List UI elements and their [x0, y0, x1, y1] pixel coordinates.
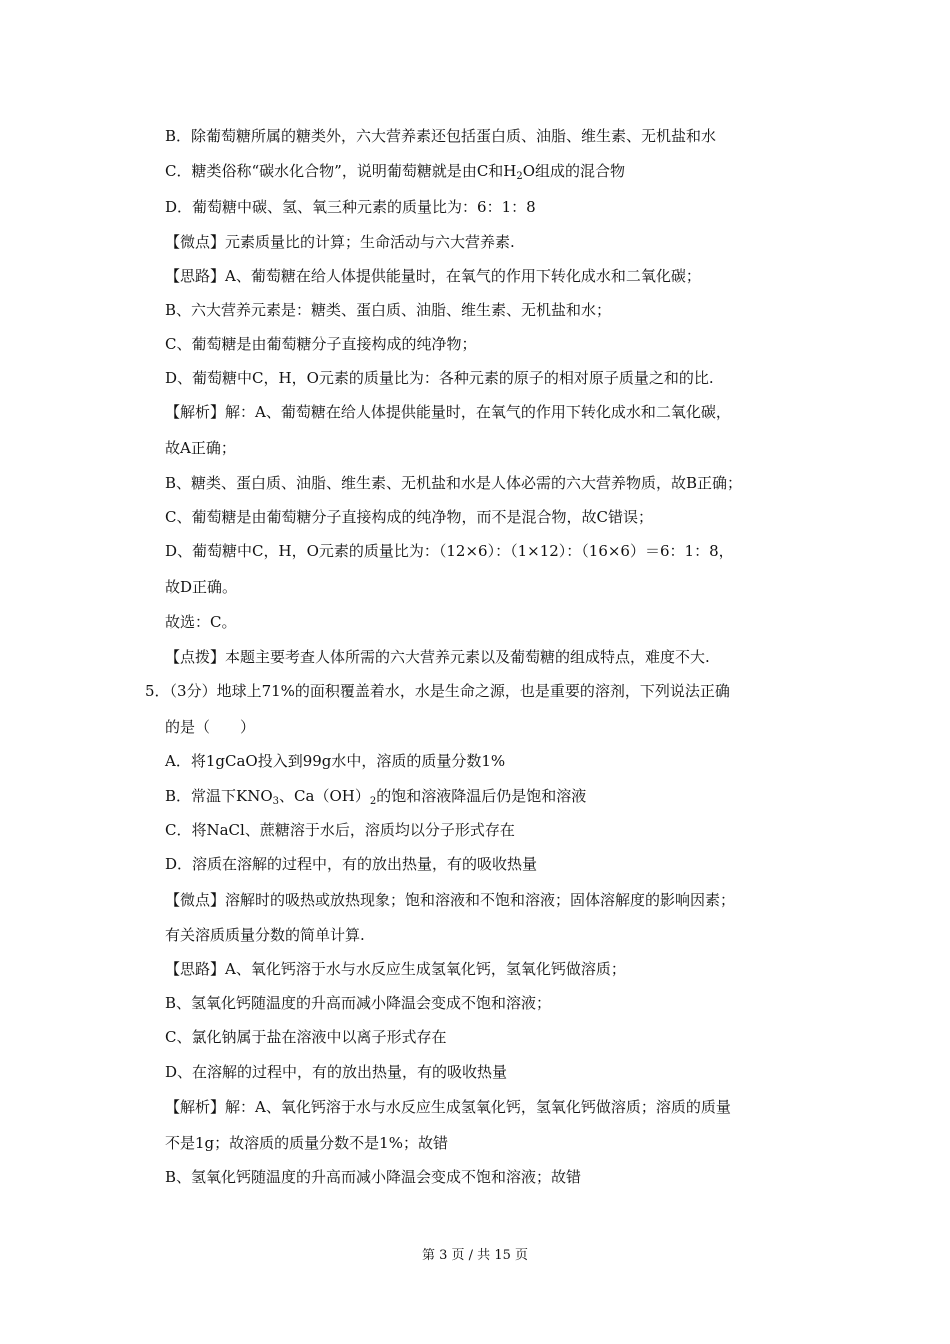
- q4-jiexi-line: 故选：C。: [165, 613, 237, 631]
- page-footer: 第 3 页 / 共 15 页: [422, 1248, 528, 1263]
- q4-jiexi-line: B、糖类、蛋白质、油脂、维生素、无机盐和水是人体必需的六大营养物质，故B正确；: [165, 474, 743, 492]
- q5-jiexi-line: 不是1g；故溶质的质量分数不是1%；故错: [165, 1134, 448, 1152]
- q5-silu-line: C、氯化钠属于盐在溶液中以离子形式存在: [165, 1028, 447, 1046]
- q4-jiexi-line: 故A正确；: [165, 439, 236, 457]
- q4-dianbo: 【点拨】本题主要考查人体所需的六大营养元素以及葡萄糖的组成特点，难度不大.: [165, 648, 710, 666]
- q5-silu-line: 【思路】A、氧化钙溶于水与水反应生成氢氧化钙，氢氧化钙做溶质；: [165, 960, 626, 978]
- q5-option-c: C．将NaCl、蔗糖溶于水后，溶质均以分子形式存在: [165, 821, 515, 839]
- q5-option-d: D．溶质在溶解的过程中，有的放出热量，有的吸收热量: [165, 855, 538, 873]
- q4-jiexi-line: 【解析】解：A、葡萄糖在给人体提供能量时，在氧气的作用下转化成水和二氧化碳，: [165, 403, 731, 421]
- q5-jiexi-line: 【解析】解：A、氧化钙溶于水与水反应生成氢氧化钙，氢氧化钙做溶质；溶质的质量: [165, 1098, 731, 1116]
- q4-jiexi-line: 故D正确。: [165, 578, 238, 596]
- q5-stem: 5．（3分）地球上71%的面积覆盖着水，水是生命之源，也是重要的溶剂，下列说法正确: [145, 682, 730, 700]
- q4-jiexi-line: C、葡萄糖是由葡萄糖分子直接构成的纯净物，而不是混合物，故C错误；: [165, 508, 653, 526]
- q5-option-b: B．常温下$KNO_3$、$Ca(OH)_2$的饱和溶液降温后仍是饱和溶液: [165, 787, 587, 807]
- q5-silu-line: D、在溶解的过程中，有的放出热量，有的吸收热量: [165, 1063, 508, 1081]
- q4-jiexi-line: D、葡萄糖中C，H，O元素的质量比为：（12×6）：（1×12）：（16×6）＝6：1：8，: [165, 542, 734, 560]
- q5-weidian-line: 【微点】溶解时的吸热或放热现象；饱和溶液和不饱和溶液；固体溶解度的影响因素；: [165, 891, 736, 909]
- q4-option-c: C．糖类俗称“碳水化合物”，说明葡萄糖就是由C和$H_2O$组成的混合物: [165, 162, 626, 182]
- q4-option-d: D．葡萄糖中碳、氢、氧三种元素的质量比为：6：1：8: [165, 198, 536, 216]
- q4-silu-line: B、六大营养元素是：糖类、蛋白质、油脂、维生素、无机盐和水；: [165, 301, 612, 319]
- q5-silu-line: B、氢氧化钙随温度的升高而减小降温会变成不饱和溶液；: [165, 994, 552, 1012]
- q4-silu-line: C、葡萄糖是由葡萄糖分子直接构成的纯净物；: [165, 335, 477, 353]
- q4-option-b: B．除葡萄糖所属的糖类外，六大营养素还包括蛋白质、油脂、维生素、无机盐和水: [165, 127, 717, 145]
- q4-weidian: 【微点】元素质量比的计算；生命活动与六大营养素.: [165, 233, 515, 251]
- q5-jiexi-line: B、氢氧化钙随温度的升高而减小降温会变成不饱和溶液；故错: [165, 1168, 582, 1186]
- q5-stem-continued: 的是（ ）: [165, 718, 256, 736]
- q5-option-a: A．将1gCaO投入到99g水中，溶质的质量分数1%: [165, 752, 506, 770]
- q5-weidian-line: 有关溶质质量分数的简单计算.: [165, 926, 365, 944]
- q4-silu-line: D、葡萄糖中C，H，O元素的质量比为：各种元素的原子的相对原子质量之和的比.: [165, 369, 714, 387]
- q4-silu-line: 【思路】A、葡萄糖在给人体提供能量时，在氧气的作用下转化成水和二氧化碳；: [165, 267, 701, 285]
